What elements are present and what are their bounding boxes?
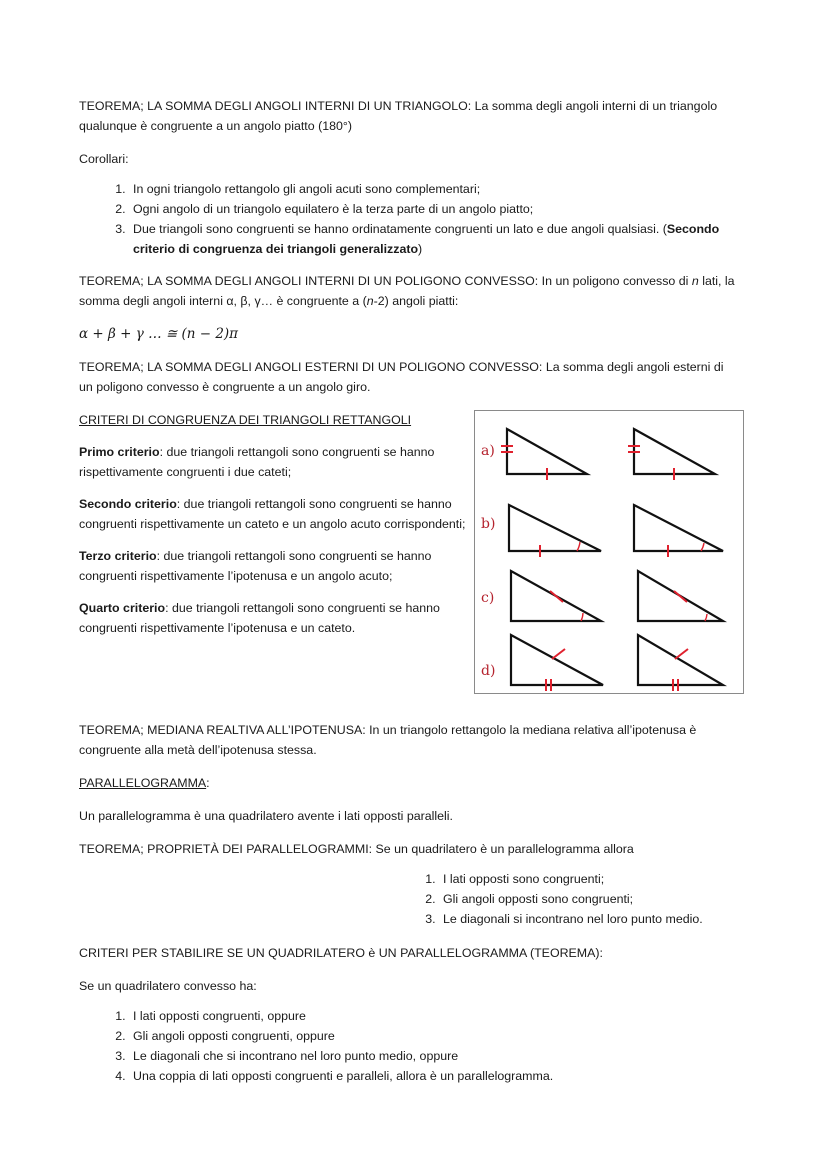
criterio-title: Terzo criterio	[79, 549, 157, 563]
figure-label-d: d)	[481, 663, 496, 679]
criteri-parallelogramma-heading: CRITERI PER STABILIRE SE UN QUADRILATERO è UN PARALLELOGRAMMA (TEOREMA):	[79, 946, 603, 960]
criterio-title: Quarto criterio	[79, 601, 166, 615]
theorem-polygon-external: TEOREMA; LA SOMMA DEGLI ANGOLI ESTERNI DI UN POLIGONO CONVESSO: La somma degli angoli esterni di un poligono convesso è congruente a un angolo giro.	[79, 360, 724, 394]
item-text: Due triangoli sono congruenti se hanno ordinatamente congruenti un lato e due angoli qualsiasi. (	[133, 222, 667, 236]
list-item: 2. Gli angoli opposti congruenti, oppure	[129, 1026, 739, 1046]
criterio-text: : due triangoli rettangoli sono congruenti se hanno congruenti rispettivamente l’ipotenusa e un angolo acuto;	[79, 549, 432, 583]
corollari-list	[79, 179, 739, 259]
triangle-d-left	[511, 635, 603, 685]
polygon-formula: α + β + γ … ≅ (n − 2)π	[79, 326, 239, 342]
tick-c-right	[674, 591, 687, 602]
theorem-mediana: TEOREMA; MEDIANA REALTIVA ALL’IPOTENUSA: In un triangolo rettangolo la mediana relativa all’ipotenusa è congruente alla metà dell’ipotenusa stessa.	[79, 723, 697, 757]
parallelogram-properties-list	[79, 869, 739, 929]
figure-label-c: c)	[481, 590, 495, 606]
list-item: 3. Le diagonali si incontrano nel loro punto medio.	[439, 909, 739, 929]
angle-arc-b-left	[577, 542, 580, 551]
parallelogramma-heading	[79, 773, 739, 793]
figure-label-a: a)	[481, 443, 495, 459]
heading-text: PARALLELOGRAMMA	[79, 776, 207, 790]
text-part: -2) angoli piatti:	[373, 294, 459, 308]
list-item: 2. Ogni angolo di un triangolo equilatero è la terza parte di un angolo piatto;	[129, 199, 739, 219]
criterio-title: Primo criterio	[79, 445, 160, 459]
criterio-text: : due triangoli rettangoli sono congruenti se hanno rispettivamente congruenti i due cateti;	[79, 445, 435, 479]
item-text-end: )	[418, 242, 423, 256]
variable-n: n	[691, 274, 699, 288]
figure-label-b: b)	[481, 516, 496, 532]
text-part: TEOREMA; LA SOMMA DEGLI ANGOLI INTERNI DI UN POLIGONO CONVESSO: In un poligono convesso di	[79, 274, 692, 288]
criteri-heading: CRITERI DI CONGRUENZA DEI TRIANGOLI RETTANGOLI	[79, 413, 412, 427]
criteri-rettangoli-section	[79, 410, 739, 710]
text-part: lati, la somma degli angoli interni α, β, γ… è congruente a (	[79, 274, 735, 308]
tick-d-left-hyp	[552, 649, 565, 659]
theorem-triangle-sum: TEOREMA; LA SOMMA DEGLI ANGOLI INTERNI DI UN TRIANGOLO: La somma degli angoli interni di un triangolo qualunque è congruente a un angolo piatto (180°)	[79, 99, 718, 133]
list-item	[129, 219, 739, 259]
angle-arc-b-right	[701, 543, 704, 551]
angle-arc-c-left	[581, 613, 583, 621]
criteri-parallelogramma-intro: Se un quadrilatero convesso ha:	[79, 979, 257, 993]
triangle-a-right	[634, 429, 715, 474]
criteri-parallelogramma-list	[79, 1006, 739, 1086]
triangle-a-left	[507, 429, 587, 474]
list-item: 3. Le diagonali che si incontrano nel loro punto medio, oppure	[129, 1046, 739, 1066]
theorem-parallelogram-properties: TEOREMA; PROPRIETÀ DEI PARALLELOGRAMMI: Se un quadrilatero è un parallelogramma allora	[79, 842, 634, 856]
tick-d-right-hyp	[675, 649, 688, 659]
triangle-b-right	[634, 505, 723, 551]
list-item: 1. I lati opposti congruenti, oppure	[129, 1006, 739, 1026]
theorem-polygon-internal	[79, 271, 739, 311]
triangles-figure	[474, 410, 744, 694]
tick-c-left	[550, 591, 563, 602]
criterio-title: Secondo criterio	[79, 497, 177, 511]
criterio-3	[79, 546, 467, 586]
list-item: 1. I lati opposti sono congruenti;	[439, 869, 739, 889]
criterio-1	[79, 442, 467, 482]
criterio-text: : due triangoli rettangoli sono congruenti se hanno congruenti rispettivamente l’ipotenusa e un cateto.	[79, 601, 440, 635]
criterio-4	[79, 598, 467, 638]
variable-n: n	[366, 294, 374, 308]
corollari-heading: Corollari:	[79, 152, 129, 166]
criterio-text: : due triangoli rettangoli sono congruenti se hanno congruenti rispettivamente un cateto e un angolo acuto corrispondenti;	[79, 497, 466, 531]
parallelogramma-definition: Un parallelogramma è una quadrilatero avente i lati opposti paralleli.	[79, 809, 454, 823]
triangle-d-right	[638, 635, 723, 685]
list-item: 1. In ogni triangolo rettangolo gli angoli acuti sono complementari;	[129, 179, 739, 199]
triangles-diagram	[475, 411, 743, 693]
heading-suffix: :	[206, 776, 210, 790]
triangle-b-left	[509, 505, 601, 551]
document-page	[79, 96, 739, 1098]
list-item: 4. Una coppia di lati opposti congruenti e paralleli, allora è un parallelogramma.	[129, 1066, 739, 1086]
criteri-text-column	[79, 410, 467, 638]
item-bold-text: Secondo criterio di congruenza dei triangoli generalizzato	[133, 222, 720, 256]
list-item: 2. Gli angoli opposti sono congruenti;	[439, 889, 739, 909]
criterio-2	[79, 494, 467, 534]
